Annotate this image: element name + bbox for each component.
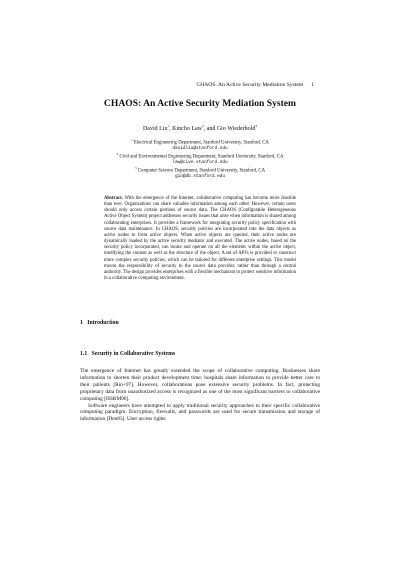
author-1-mark: 1 — [167, 124, 170, 128]
affiliation-1-text: Electrical Engineering Department, Stanford University, Stanford, CA — [134, 140, 269, 146]
running-head — [196, 82, 314, 88]
affiliation-2-mark: 2 — [116, 152, 119, 156]
author-3-mark: 3 — [255, 124, 258, 128]
author-2: , Kincho Law — [169, 126, 202, 132]
affiliation-3 — [0, 166, 400, 180]
author-3: , and Gio Wiederhold — [203, 126, 256, 132]
section-title: Introduction — [87, 320, 119, 326]
affiliation-3-text: Computer Science Department, Stanford University, Stanford, CA — [137, 168, 266, 174]
running-head-title: CHAOS: An Active Security Mediation System — [196, 82, 304, 88]
subsection-title: Security in Collaborative Systems — [91, 351, 176, 357]
paper-title: CHAOS: An Active Security Mediation System — [103, 98, 297, 109]
section-heading-introduction — [80, 320, 119, 326]
affiliation-1-mark: 1 — [131, 138, 133, 142]
paragraph-1: The emergence of Internet has greatly extended the scope of collaborative computing. Businesses share information to shorten their product development time; hospitals share information to provide better care to their patients [Rin+97]. However, collaborations pose extensive security problems. In fact, protecting proprietary data from unauthorized access is recognized as one of the most significant barriers to collaborative computing [HSRM96]. — [80, 368, 320, 402]
affiliation-2-email: law@cive.stanford.edu — [172, 160, 228, 166]
abstract — [104, 196, 296, 282]
paragraph-2: Software engineers have attempted to apply traditional security approaches to their specific collaborative computing paradigm. Encryption, firewalls, and passwords are used for secure transmission and storage of information [Den83]. User access rights — [80, 402, 320, 423]
body-text — [80, 368, 320, 423]
author-1: David Liu — [142, 126, 168, 132]
subsection-number: 1.1 — [80, 351, 88, 357]
author-2-mark: 2 — [201, 124, 204, 128]
affiliation-3-mark: 3 — [134, 166, 137, 170]
section-number: 1 — [80, 320, 83, 326]
affiliation-1 — [0, 138, 400, 152]
author-list — [0, 124, 400, 132]
page-number: 1 — [311, 82, 314, 88]
abstract-label: Abstract. — [104, 196, 123, 201]
abstract-text: With the emergence of the Internet, collaborative computing has become more feasible than ever. Organizations can share valuable information among each other. However, certain users should only access certain portions of source data. The CHAOS (Configurable Heterogeneous Active Object System) project addresses security issues that arise when information is shared among collaborating enterprises. It provides a framework for integrating security policy specification with source data maintenance. In CHAOS, security policies are incorporated into the data objects as active nodes to form active objects. When active objects are queried, their active nodes are dynamically loaded by the active security mediator and executed. The active nodes, based on the security policy incorporated, can locate and operate on all the elements within the active object, modifying the content as well as the structure of the object. A set of API's is provided to construct more complex security policies, which can be tailored for different enterprise settings. This model moves the responsibility of security to the source data provider, rather than through a central authority. The design provides enterprises with a flexible mechanism to protect sensitive information in a collaborative computing environment. — [104, 196, 296, 282]
affiliation-1-email: davidliu@stanford.edu — [172, 146, 228, 152]
affiliation-2-text: Civil and Environmental Engineering Department, Stanford University, Stanford, CA — [119, 154, 284, 160]
affiliation-2 — [0, 152, 400, 166]
subsection-heading-security — [80, 351, 175, 357]
affiliation-3-email: gio@db.stanford.edu — [174, 174, 226, 180]
